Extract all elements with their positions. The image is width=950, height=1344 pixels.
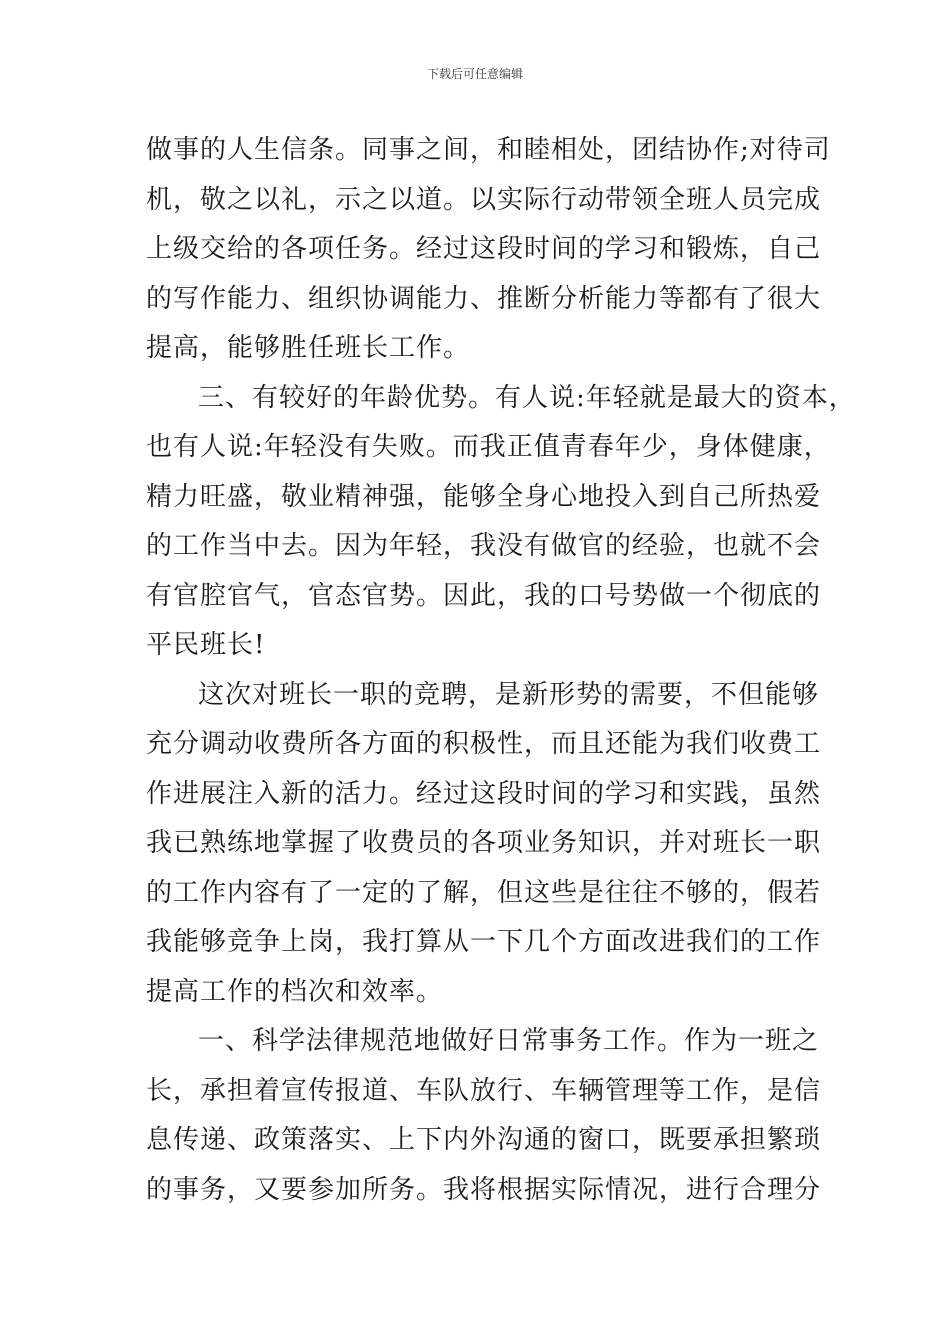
text-line: 平民班长! [146, 630, 266, 660]
paragraph-start: 一、科学法律规范地做好日常事务工作。作为一班之 [198, 1026, 820, 1056]
text-line: 提高工作的档次和效率。 [146, 976, 444, 1007]
text-line: 我能够竞争上岗，我打算从一下几个方面改进我们的工作 [146, 927, 822, 957]
text-line: 精力旺盛，敬业精神强，能够全身心地投入到自己所热爱 [146, 481, 822, 512]
text-line: 提高，能够胜任班长工作。 [146, 333, 471, 363]
text-line: 我已熟练地掌握了收费员的各项业务知识，并对班长一职 [146, 828, 822, 858]
paragraph-start: 这次对班长一职的竞聘，是新形势的需要，不但能够 [198, 679, 820, 710]
text-line: 充分调动收费所各方面的积极性，而且还能为我们收费工 [146, 729, 822, 759]
text-line: 息传递、政策落实、上下内外沟通的窗口，既要承担繁琐 [146, 1125, 822, 1155]
text-line: 的写作能力、组织协调能力、推断分析能力等都有了很大 [146, 283, 822, 314]
text-line: 做事的人生信条。同事之间，和睦相处，团结协作;对待司 [146, 135, 831, 165]
text-line: 机，敬之以礼，示之以道。以实际行动带领全班人员完成 [146, 184, 822, 215]
text-line: 也有人说:年轻没有失败。而我正值青春年少，身体健康， [146, 432, 831, 462]
text-line: 长，承担着宣传报道、车队放行、车辆管理等工作，是信 [146, 1075, 822, 1106]
document-body [146, 126, 856, 1215]
text-line: 作进展注入新的活力。经过这段时间的学习和实践，虽然 [146, 778, 822, 809]
page-header: 下载后可任意编辑 [426, 67, 523, 81]
text-line: 上级交给的各项任务。经过这段时间的学习和锻炼，自己 [146, 234, 822, 264]
text-line: 的事务，又要参加所务。我将根据实际情况，进行合理分 [146, 1174, 822, 1205]
paragraph-start: 三、有较好的年龄优势。有人说:年轻就是最大的资本， [198, 382, 856, 413]
text-line: 的工作内容有了一定的了解，但这些是往往不够的，假若 [146, 877, 822, 908]
text-line: 的工作当中去。因为年轻，我没有做官的经验，也就不会 [146, 531, 822, 561]
text-line: 有官腔官气，官态官势。因此，我的口号势做一个彻底的 [146, 580, 822, 611]
